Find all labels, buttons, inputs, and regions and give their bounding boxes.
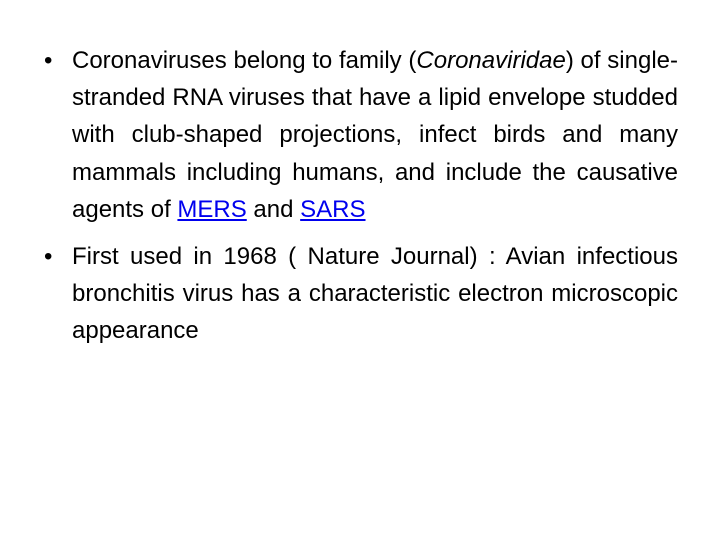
bullet-item-first-used bbox=[44, 238, 678, 350]
bullet-list bbox=[44, 42, 678, 360]
bullet-text: First used in 1968 ( Nature Journal) : Avian infectious bronchitis virus has a characteristic electron microscopic appearance bbox=[72, 243, 678, 345]
bullet-marker: • bbox=[44, 243, 53, 271]
sars-link[interactable]: SARS bbox=[300, 195, 366, 223]
mers-link[interactable]: MERS bbox=[177, 195, 247, 223]
bullet-item-coronaviruses bbox=[44, 42, 678, 228]
bullet-text-part: and bbox=[246, 195, 301, 223]
family-name-italic: Coronaviridae bbox=[416, 47, 566, 74]
bullet-text-part: Coronaviruses belong to family ( bbox=[72, 47, 417, 74]
bullet-marker: • bbox=[44, 47, 53, 74]
bullet-text-part: ) of single-stranded RNA viruses that have a lipid envelope studded with club-shaped projections, infect birds and many mammals including humans, and include the causative agents of bbox=[72, 47, 678, 223]
